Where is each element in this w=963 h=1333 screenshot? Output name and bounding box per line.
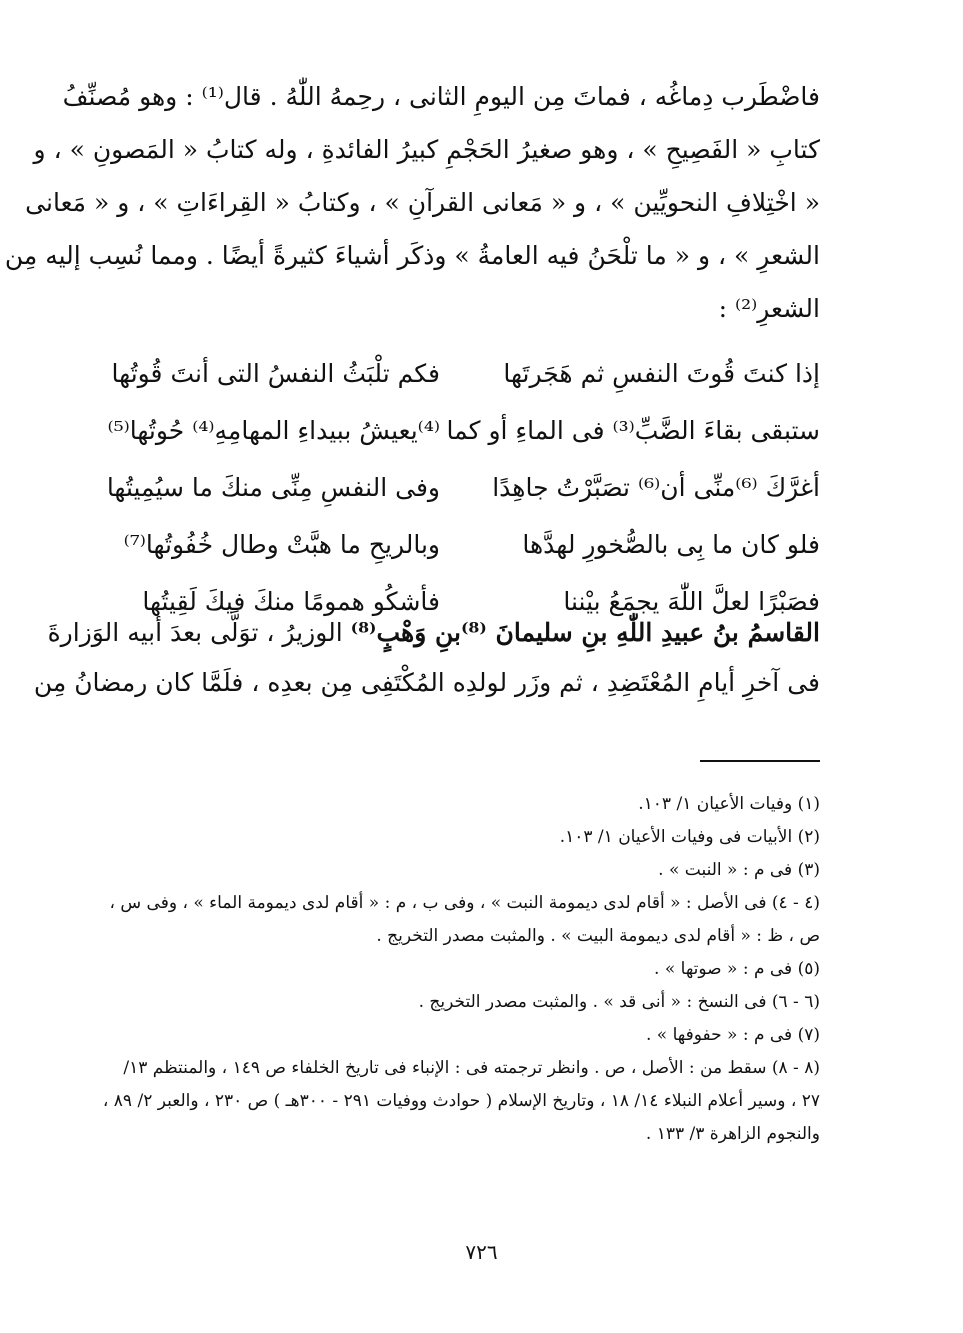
footnote: (٢) الأبيات فى وفيات الأعيان ١/ ١٠٣.	[559, 827, 820, 847]
body-paragraph	[4, 70, 820, 335]
body-line: كتابِ « الفَصِيحِ » ، وهو صغيرُ الحَجْمِ كبيرُ الفائدةِ ، وله كتابُ « المَصونِ » ، و	[33, 135, 820, 164]
poem-verse	[100, 459, 820, 516]
footnote: (٨ - ٨) سقط من : الأصل ، ص . وانظر ترجمته فى : الإنباء فى تاريخ الخلفاء ص ١٤٩ ، والمنتظم ١٣/ ٢٧ ، وسير أعلام النبلاء ١٤/ ١٨ ، وتاريخ الإسلام ( حوادث ووفيات ٢٩١ - ٣٠٠هـ ) ص ٢٣٠ ، والعبر ٢/ ٨٩ ، والنجوم الزاهرة ٣/ ١٣٣ .	[102, 1058, 820, 1144]
verse-second-hemistich: وفى النفسِ مِنِّى منكَ ما سيُمِيتُها	[106, 473, 440, 502]
footnote: (١) وفيات الأعيان ١/ ١٠٣.	[638, 794, 820, 814]
verse-first-hemistich: ستبقى بقاءَ الضَّبِّ⁽³⁾ فى الماءِ أو كما	[446, 416, 820, 445]
biography-name: القاسمُ بنُ عبيدِ اللّٰهِ بنِ سليمانَ ⁽⁸⁾بنِ وَهْبٍ⁽⁸⁾	[350, 618, 820, 647]
footnote: (٧) فى م : « حفوفها » .	[645, 1025, 820, 1045]
body-line: « اخْتِلافِ النحويِّين » ، و « مَعانى القرآنِ » ، وكتابُ « القِراءَاتِ » ، و « مَعانى	[25, 188, 820, 217]
poem-verse	[100, 402, 820, 459]
verse-first-hemistich: أغرَّكَ ⁽⁶⁾منِّى أن⁽⁶⁾ تصَبَّرْتُ جاهِدًا	[492, 473, 820, 502]
verse-first-hemistich: فلو كان ما بِى بالصُّخورِ لهدَّها	[522, 530, 820, 559]
biography-text: الوزيرُ ، توَلَّى بعدَ أبيه الوَزارةَ	[47, 618, 351, 647]
verse-second-hemistich: فأشكُو همومًا منكَ فيكَ لَقِيتُها	[142, 587, 440, 616]
poem-verse	[100, 345, 820, 402]
footnote: (٤ - ٤) فى الأصل : « أقام لدى ديمومة النبت » ، وفى ب ، م : « أقام لدى ديمومة الماء » ، وفى س ، ص ، ظ : « أقام لدى ديمومة البيت » . والمثبت مصدر التخريج .	[109, 893, 820, 946]
footnote-divider	[700, 760, 820, 762]
body-line: الشعرِ » ، و « ما تلْحَنُ فيه العامةُ » وذكَر أشياءَ كثيرةً أيضًا . ومما نُسِب إليه مِن	[4, 241, 820, 270]
footnote: (٦ - ٦) فى النسخ : « أنى قد » . والمثبت مصدر التخريج .	[418, 992, 820, 1012]
biography-entry	[33, 608, 820, 708]
poem-verse	[100, 516, 820, 573]
footnote: (٥) فى م : « صوتها » .	[654, 959, 820, 979]
page-number: ٧٢٦	[465, 1240, 498, 1264]
verse-first-hemistich: إذا كنتَ قُوتَ النفسِ ثم هَجَرتَها	[503, 359, 820, 388]
footnotes	[100, 788, 820, 1151]
biography-line	[47, 608, 820, 658]
body-line: الشعرِ⁽²⁾ :	[718, 294, 820, 323]
biography-line: فى آخرِ أيامِ المُعْتَضِدِ ، ثم وزَر لولدِه المُكْتَفِى مِن بعدِه ، فلَمَّا كان رمضانُ مِن	[33, 668, 820, 697]
footnote: (٣) فى م : « النبت » .	[658, 860, 820, 880]
body-line: فاضْطَرب دِماغُه ، فماتَ مِن اليومِ الثانى ، رحِمهُ اللّٰهُ . قال⁽¹⁾ : وهو مُصنِّفُ	[62, 82, 820, 111]
poem	[100, 345, 820, 630]
verse-second-hemistich: وبالريحِ ما هبَّتْ وطال خُفُوتُها⁽⁷⁾	[123, 530, 440, 559]
verse-first-hemistich: فصَبْرًا لعلَّ اللّٰهَ يجمَعُ بيْننا	[563, 587, 820, 616]
verse-second-hemistich: ⁽⁴⁾يعيشُ ببيداءِ المهامِهِ⁽⁴⁾ حُوتُها⁽⁵⁾	[107, 416, 440, 445]
verse-second-hemistich: فكم تلْبَثُ النفسُ التى أنتَ قُوتُها	[111, 359, 440, 388]
